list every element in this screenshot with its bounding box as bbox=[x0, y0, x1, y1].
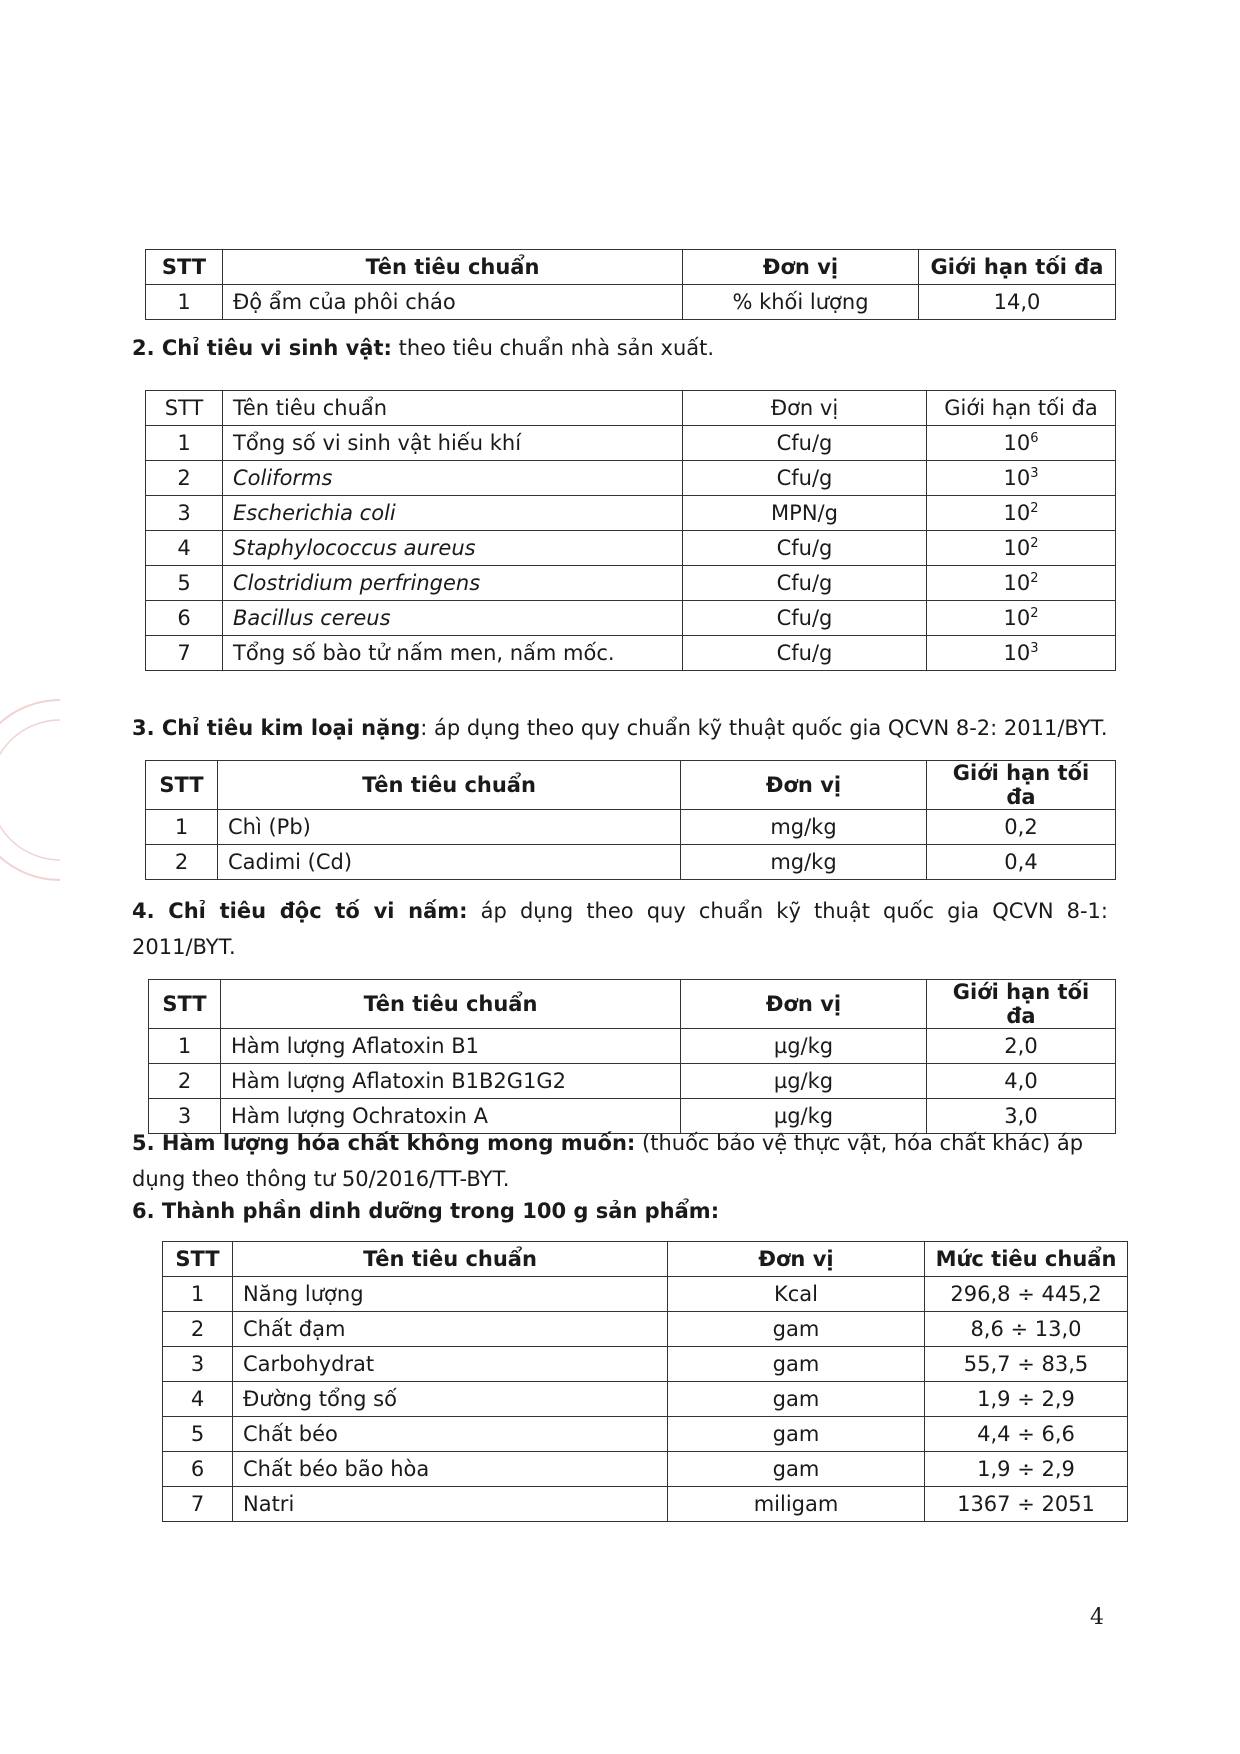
stamp-fragment bbox=[0, 690, 60, 890]
table-mycotoxins bbox=[148, 979, 1116, 1134]
cell-name: Tổng số bào tử nấm men, nấm mốc. bbox=[223, 636, 683, 671]
header-limit: Giới hạn tối đa bbox=[927, 761, 1116, 810]
organism-name: Coliforms bbox=[233, 466, 333, 490]
cell-stt: 3 bbox=[146, 496, 223, 531]
cell-stt: 7 bbox=[146, 636, 223, 671]
cell-name: Chất đạm bbox=[233, 1312, 668, 1347]
header-name: Tên tiêu chuẩn bbox=[218, 761, 681, 810]
table-microbiology bbox=[145, 390, 1116, 671]
cell-name: Hàm lượng Aflatoxin B1B2G1G2 bbox=[221, 1064, 681, 1099]
organism-name: Bacillus cereus bbox=[233, 606, 391, 630]
cell-unit: Cfu/g bbox=[683, 461, 927, 496]
header-stt: STT bbox=[146, 391, 223, 426]
cell-name bbox=[223, 496, 683, 531]
cell-limit: 4,0 bbox=[927, 1064, 1116, 1099]
cell-stt: 4 bbox=[146, 531, 223, 566]
table-header-row bbox=[146, 761, 1116, 810]
organism-name: Clostridium perfringens bbox=[233, 571, 481, 595]
cell-stt: 1 bbox=[146, 285, 223, 320]
section-3-text: : áp dụng theo quy chuẩn kỹ thuật quốc gia QCVN 8-2: 2011/BYT. bbox=[420, 716, 1108, 740]
header-unit: Đơn vị bbox=[683, 250, 919, 285]
section-5-text: (thuốc bảo vệ thực vật, hóa chất khác) áp dụng theo thông tư 50/2016/TT-BYT. bbox=[132, 1131, 1084, 1191]
header-stt: STT bbox=[146, 761, 218, 810]
limit-exponent: 2 bbox=[1030, 536, 1039, 551]
header-name: Tên tiêu chuẩn bbox=[223, 250, 683, 285]
cell-unit: mg/kg bbox=[681, 810, 927, 845]
cell-unit: MPN/g bbox=[683, 496, 927, 531]
header-stt: STT bbox=[149, 980, 221, 1029]
cell-stt: 2 bbox=[149, 1064, 221, 1099]
cell-unit: miligam bbox=[668, 1487, 925, 1522]
header-unit: Đơn vị bbox=[681, 761, 927, 810]
cell-unit: mg/kg bbox=[681, 845, 927, 880]
table-row bbox=[146, 531, 1116, 566]
table-row bbox=[163, 1487, 1128, 1522]
limit-exponent: 2 bbox=[1030, 606, 1039, 621]
cell-standard: 4,4 ÷ 6,6 bbox=[925, 1417, 1128, 1452]
cell-unit: Cfu/g bbox=[683, 636, 927, 671]
cell-name: Chì (Pb) bbox=[218, 810, 681, 845]
cell-name bbox=[223, 601, 683, 636]
table-row bbox=[146, 461, 1116, 496]
header-unit: Đơn vị bbox=[681, 980, 927, 1029]
cell-limit: 0,4 bbox=[927, 845, 1116, 880]
table-row bbox=[146, 496, 1116, 531]
cell-name: Năng lượng bbox=[233, 1277, 668, 1312]
header-limit: Giới hạn tối đa bbox=[919, 250, 1116, 285]
organism-name: Staphylococcus aureus bbox=[233, 536, 476, 560]
cell-standard: 8,6 ÷ 13,0 bbox=[925, 1312, 1128, 1347]
table-nutrition bbox=[162, 1241, 1128, 1522]
cell-limit bbox=[927, 531, 1116, 566]
table-row bbox=[163, 1452, 1128, 1487]
cell-unit: Cfu/g bbox=[683, 601, 927, 636]
table-row bbox=[163, 1277, 1128, 1312]
cell-name: Độ ẩm của phôi cháo bbox=[223, 285, 683, 320]
cell-name: Cadimi (Cd) bbox=[218, 845, 681, 880]
cell-stt: 6 bbox=[146, 601, 223, 636]
header-standard: Mức tiêu chuẩn bbox=[925, 1242, 1128, 1277]
cell-limit bbox=[927, 496, 1116, 531]
cell-unit: gam bbox=[668, 1312, 925, 1347]
limit-base: 10 bbox=[1003, 606, 1031, 630]
cell-stt: 4 bbox=[163, 1382, 233, 1417]
cell-unit: µg/kg bbox=[681, 1064, 927, 1099]
cell-stt: 7 bbox=[163, 1487, 233, 1522]
cell-name: Đường tổng số bbox=[233, 1382, 668, 1417]
cell-standard: 55,7 ÷ 83,5 bbox=[925, 1347, 1128, 1382]
section-2-heading: 2. Chỉ tiêu vi sinh vật: bbox=[132, 336, 392, 360]
cell-limit bbox=[927, 601, 1116, 636]
cell-standard: 296,8 ÷ 445,2 bbox=[925, 1277, 1128, 1312]
cell-unit: gam bbox=[668, 1417, 925, 1452]
cell-stt: 2 bbox=[163, 1312, 233, 1347]
cell-name bbox=[223, 461, 683, 496]
section-4-text: áp dụng theo quy chuẩn kỹ thuật quốc gia QCVN 8-1: 2011/BYT. bbox=[132, 899, 1108, 959]
limit-exponent: 3 bbox=[1030, 466, 1039, 481]
limit-base: 10 bbox=[1003, 536, 1031, 560]
table-row bbox=[146, 810, 1116, 845]
cell-name bbox=[223, 531, 683, 566]
cell-stt: 3 bbox=[163, 1347, 233, 1382]
limit-exponent: 6 bbox=[1030, 431, 1039, 446]
table-header-row bbox=[146, 250, 1116, 285]
cell-limit: 0,2 bbox=[927, 810, 1116, 845]
table-row bbox=[146, 426, 1116, 461]
header-name: Tên tiêu chuẩn bbox=[221, 980, 681, 1029]
limit-base: 10 bbox=[1003, 571, 1031, 595]
cell-stt: 5 bbox=[163, 1417, 233, 1452]
cell-unit: Cfu/g bbox=[683, 531, 927, 566]
cell-unit: Kcal bbox=[668, 1277, 925, 1312]
limit-exponent: 2 bbox=[1030, 501, 1039, 516]
cell-standard: 1,9 ÷ 2,9 bbox=[925, 1382, 1128, 1417]
cell-stt: 1 bbox=[149, 1029, 221, 1064]
cell-limit bbox=[927, 461, 1116, 496]
cell-name: Chất béo bbox=[233, 1417, 668, 1452]
table-header-row bbox=[149, 980, 1116, 1029]
cell-limit bbox=[927, 566, 1116, 601]
cell-stt: 1 bbox=[163, 1277, 233, 1312]
table-row bbox=[146, 285, 1116, 320]
cell-limit bbox=[927, 636, 1116, 671]
section-4-heading: 4. Chỉ tiêu độc tố vi nấm: bbox=[132, 899, 468, 923]
table-row bbox=[163, 1382, 1128, 1417]
page-number: 4 bbox=[1090, 1605, 1104, 1630]
cell-standard: 1,9 ÷ 2,9 bbox=[925, 1452, 1128, 1487]
cell-stt: 6 bbox=[163, 1452, 233, 1487]
cell-unit: Cfu/g bbox=[683, 566, 927, 601]
table-row bbox=[146, 845, 1116, 880]
cell-limit: 2,0 bbox=[927, 1029, 1116, 1064]
section-3 bbox=[132, 710, 1108, 746]
header-unit: Đơn vị bbox=[683, 391, 927, 426]
limit-base: 10 bbox=[1003, 641, 1031, 665]
cell-limit: 3,0 bbox=[927, 1099, 1116, 1134]
cell-name: Chất béo bão hòa bbox=[233, 1452, 668, 1487]
section-5 bbox=[132, 1125, 1108, 1197]
section-3-heading: 3. Chỉ tiêu kim loại nặng bbox=[132, 716, 421, 740]
cell-unit: gam bbox=[668, 1452, 925, 1487]
limit-exponent: 3 bbox=[1030, 641, 1039, 656]
cell-limit bbox=[927, 426, 1116, 461]
section-4 bbox=[132, 893, 1108, 965]
cell-name bbox=[223, 566, 683, 601]
table-row bbox=[149, 1064, 1116, 1099]
limit-exponent: 2 bbox=[1030, 571, 1039, 586]
table-row bbox=[163, 1347, 1128, 1382]
cell-stt: 1 bbox=[146, 426, 223, 461]
section-2 bbox=[132, 330, 1108, 366]
cell-name: Carbohydrat bbox=[233, 1347, 668, 1382]
section-6-heading: 6. Thành phần dinh dưỡng trong 100 g sản phẩm: bbox=[132, 1199, 720, 1223]
limit-base: 10 bbox=[1003, 466, 1031, 490]
table-row bbox=[149, 1029, 1116, 1064]
cell-unit: % khối lượng bbox=[683, 285, 919, 320]
cell-name: Tổng số vi sinh vật hiếu khí bbox=[223, 426, 683, 461]
cell-stt: 5 bbox=[146, 566, 223, 601]
cell-limit: 14,0 bbox=[919, 285, 1116, 320]
cell-name: Hàm lượng Ochratoxin A bbox=[221, 1099, 681, 1134]
cell-stt: 2 bbox=[146, 845, 218, 880]
header-unit: Đơn vị bbox=[668, 1242, 925, 1277]
section-5-heading: 5. Hàm lượng hóa chất không mong muốn: bbox=[132, 1131, 636, 1155]
cell-name: Hàm lượng Aflatoxin B1 bbox=[221, 1029, 681, 1064]
limit-base: 10 bbox=[1003, 501, 1031, 525]
section-2-text: theo tiêu chuẩn nhà sản xuất. bbox=[391, 336, 715, 360]
header-name: Tên tiêu chuẩn bbox=[223, 391, 683, 426]
table-row bbox=[163, 1417, 1128, 1452]
header-limit: Giới hạn tối đa bbox=[927, 980, 1116, 1029]
table-row bbox=[146, 601, 1116, 636]
cell-unit: Cfu/g bbox=[683, 426, 927, 461]
table-header-row bbox=[146, 391, 1116, 426]
table-heavy-metals bbox=[145, 760, 1116, 880]
organism-name: Escherichia coli bbox=[233, 501, 396, 525]
header-stt: STT bbox=[163, 1242, 233, 1277]
cell-name: Natri bbox=[233, 1487, 668, 1522]
table-header-row bbox=[163, 1242, 1128, 1277]
cell-unit: µg/kg bbox=[681, 1099, 927, 1134]
limit-base: 10 bbox=[1003, 431, 1031, 455]
header-name: Tên tiêu chuẩn bbox=[233, 1242, 668, 1277]
cell-unit: µg/kg bbox=[681, 1029, 927, 1064]
cell-stt: 3 bbox=[149, 1099, 221, 1134]
cell-unit: gam bbox=[668, 1347, 925, 1382]
table-moisture bbox=[145, 249, 1116, 320]
table-row bbox=[146, 636, 1116, 671]
header-stt: STT bbox=[146, 250, 223, 285]
header-limit: Giới hạn tối đa bbox=[927, 391, 1116, 426]
cell-stt: 1 bbox=[146, 810, 218, 845]
cell-unit: gam bbox=[668, 1382, 925, 1417]
table-row bbox=[163, 1312, 1128, 1347]
cell-standard: 1367 ÷ 2051 bbox=[925, 1487, 1128, 1522]
cell-stt: 2 bbox=[146, 461, 223, 496]
table-row bbox=[146, 566, 1116, 601]
section-6 bbox=[132, 1193, 1108, 1229]
